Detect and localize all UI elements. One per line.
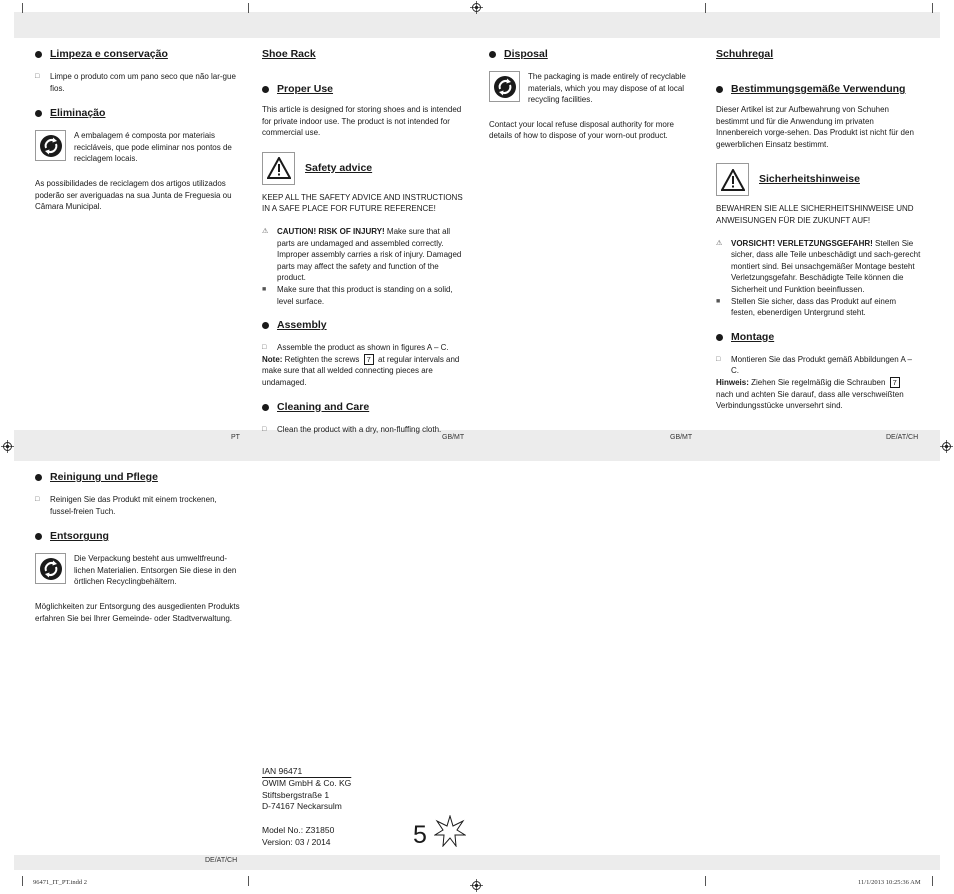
- footer-language-code: GB/MT: [442, 434, 465, 441]
- registration-mark-icon: [470, 1, 483, 14]
- section-heading: Bestimmungsgemäße Verwendung: [716, 83, 921, 96]
- crop-mark: [705, 3, 706, 13]
- safety-heading-row: [262, 152, 467, 185]
- section-heading: Disposal: [489, 48, 694, 61]
- list-item: ⚠ VORSICHT! VERLETZUNGSGEFAHR! Stellen Sie sicher, dass alle Teile unbeschädigt und sach-gerecht montiert sind. Bei unsachgemäßer Montage besteht Verletzungsgefahr. Beschädigte Teile können die Sicherheit und Funktion beeinflussen.: [716, 238, 921, 294]
- ian-number: IAN 96471: [262, 766, 303, 776]
- section-heading: Assembly: [262, 319, 467, 332]
- recycle-block: [35, 553, 240, 588]
- list-item: □ Montieren Sie das Produkt gemäß Abbildungen A – C.: [716, 354, 913, 376]
- star-burst-icon: [434, 815, 466, 847]
- paragraph: Hinweis: Ziehen Sie regelmäßig die Schrauben 7 nach und achten Sie darauf, dass alle verschweißten Verbindungsstücke unversehrt sind.: [716, 377, 904, 411]
- section-heading: Reinigung und Pflege: [35, 471, 240, 484]
- street: Stiftsbergstraße 1: [262, 789, 330, 800]
- recycle-icon: [35, 553, 66, 584]
- crop-mark: [22, 3, 23, 13]
- column-gb-mt: [489, 48, 694, 142]
- list-item: ■ Stellen Sie sicher, dass das Produkt auf einem festen, ebenerdigen Untergrund steht.: [716, 296, 896, 318]
- list-item: ■ Make sure that this product is standing on a solid, level surface.: [262, 284, 453, 306]
- top-band: [14, 12, 940, 38]
- page-number: 5: [413, 821, 427, 849]
- paragraph: As possibilidades de reciclagem dos artigos utilizados poderão ser averiguadas na sua Junta de Freguesia ou Câmara Municipal.: [35, 178, 232, 212]
- paragraph: Contact your local refuse disposal authority for more details of how to dispose of your worn-out product.: [489, 119, 674, 141]
- crop-mark: [248, 3, 249, 13]
- section-heading: Entsorgung: [35, 530, 240, 543]
- paragraph: Die Verpackung besteht aus umweltfreund-lichen Materialien. Entsorgen Sie diese in den örtlichen Recyclingbehältern.: [74, 554, 237, 587]
- crop-mark: [22, 876, 23, 886]
- warning-icon: [716, 163, 749, 196]
- footer-language-code: DE/AT/CH: [886, 434, 919, 441]
- model-number: Model No.: Z31850: [262, 825, 335, 836]
- imprint-address: [262, 766, 351, 849]
- registration-mark-icon: [940, 440, 953, 453]
- crop-mark: [705, 876, 706, 886]
- middle-band: [14, 430, 940, 461]
- list-item: □ Reinigen Sie das Produkt mit einem trockenen, fussel-freien Tuch.: [35, 495, 217, 516]
- footer-language-code: GB/MT: [670, 434, 693, 441]
- file-slug: 96471_IT_PT.indd 2: [33, 879, 88, 886]
- section-heading: Limpeza e conservação: [35, 48, 240, 61]
- section-heading: Sicherheitshinweise: [759, 173, 860, 186]
- column-de-continued: [35, 471, 240, 624]
- paragraph: Note: Retighten the screws 7 at regular intervals and make sure that all welded connecting pieces are undamaged.: [262, 354, 460, 387]
- registration-mark-icon: [470, 879, 483, 892]
- list-item: □ Clean the product with a dry, non-fluffing cloth.: [262, 424, 442, 434]
- paragraph: Möglichkeiten zur Entsorgung des ausgedienten Produkts erfahren Sie bei Ihrer Gemeinde- oder Stadtverwaltung.: [35, 601, 240, 623]
- column-gb: [262, 48, 467, 435]
- list-item: □ Assemble the product as shown in figures A – C.: [262, 343, 449, 353]
- safety-heading-row: [716, 163, 921, 196]
- page-title: Schuhregal: [716, 48, 774, 60]
- version: Version: 03 / 2014: [262, 836, 331, 847]
- bottom-band: [14, 855, 940, 870]
- registration-mark-icon: [1, 440, 14, 453]
- recycle-block: [35, 130, 240, 165]
- company-name: OWIM GmbH & Co. KG: [262, 777, 352, 788]
- list-item: □ Limpe o produto com um pano seco que não lar-gue fios.: [35, 72, 236, 93]
- section-heading: Montage: [716, 331, 921, 344]
- paragraph: Dieser Artikel ist zur Aufbewahrung von Schuhen bestimmt und für die Anwendung im privaten Innenbereich vorge-sehen. Das Produkt ist nicht für den gewerblichen Einsatz bestimmt.: [716, 105, 914, 149]
- section-heading: Safety advice: [305, 161, 373, 174]
- crop-mark: [932, 3, 933, 13]
- footer-language-code: PT: [231, 434, 240, 441]
- paragraph: The packaging is made entirely of recyclable materials, which you may dispose of at local recycling facilities.: [528, 72, 686, 105]
- recycle-icon: [489, 71, 520, 102]
- recycle-block: [489, 71, 694, 106]
- list-item: ⚠ CAUTION! RISK OF INJURY! Make sure that all parts are undamaged and assembled correctly. Improper assembly carries a risk of injury. Damaged parts may affect the safety and function of the product.: [262, 226, 462, 283]
- paragraph: A embalagem é composta por materiais recicláveis, que pode eliminar nos pontos de reciclagem locais.: [74, 131, 232, 164]
- paragraph: BEWAHREN SIE ALLE SICHERHEITSHINWEISE UND ANWEISUNGEN FÜR DIE ZUKUNFT AUF!: [716, 204, 914, 225]
- page-title: Shoe Rack: [262, 48, 316, 60]
- column-de: [716, 48, 921, 412]
- print-timestamp: 11/1/2013 10:25:36 AM: [858, 879, 921, 886]
- crop-mark: [248, 876, 249, 886]
- column-pt: [35, 48, 240, 213]
- crop-mark: [932, 876, 933, 886]
- warning-icon: [262, 152, 295, 185]
- section-heading: Cleaning and Care: [262, 401, 467, 414]
- paragraph: This article is designed for storing shoes and is intended for private indoor use. The product is not intended for commercial use.: [262, 105, 462, 138]
- paragraph: KEEP ALL THE SAFETY ADVICE AND INSTRUCTIONS IN A SAFE PLACE FOR FUTURE REFERENCE!: [262, 192, 463, 214]
- city: D-74167 Neckarsulm: [262, 801, 342, 812]
- section-heading: Eliminação: [35, 107, 240, 120]
- section-heading: Proper Use: [262, 83, 467, 96]
- footer-language-code: DE/AT/CH: [205, 857, 238, 864]
- recycle-icon: [35, 130, 66, 161]
